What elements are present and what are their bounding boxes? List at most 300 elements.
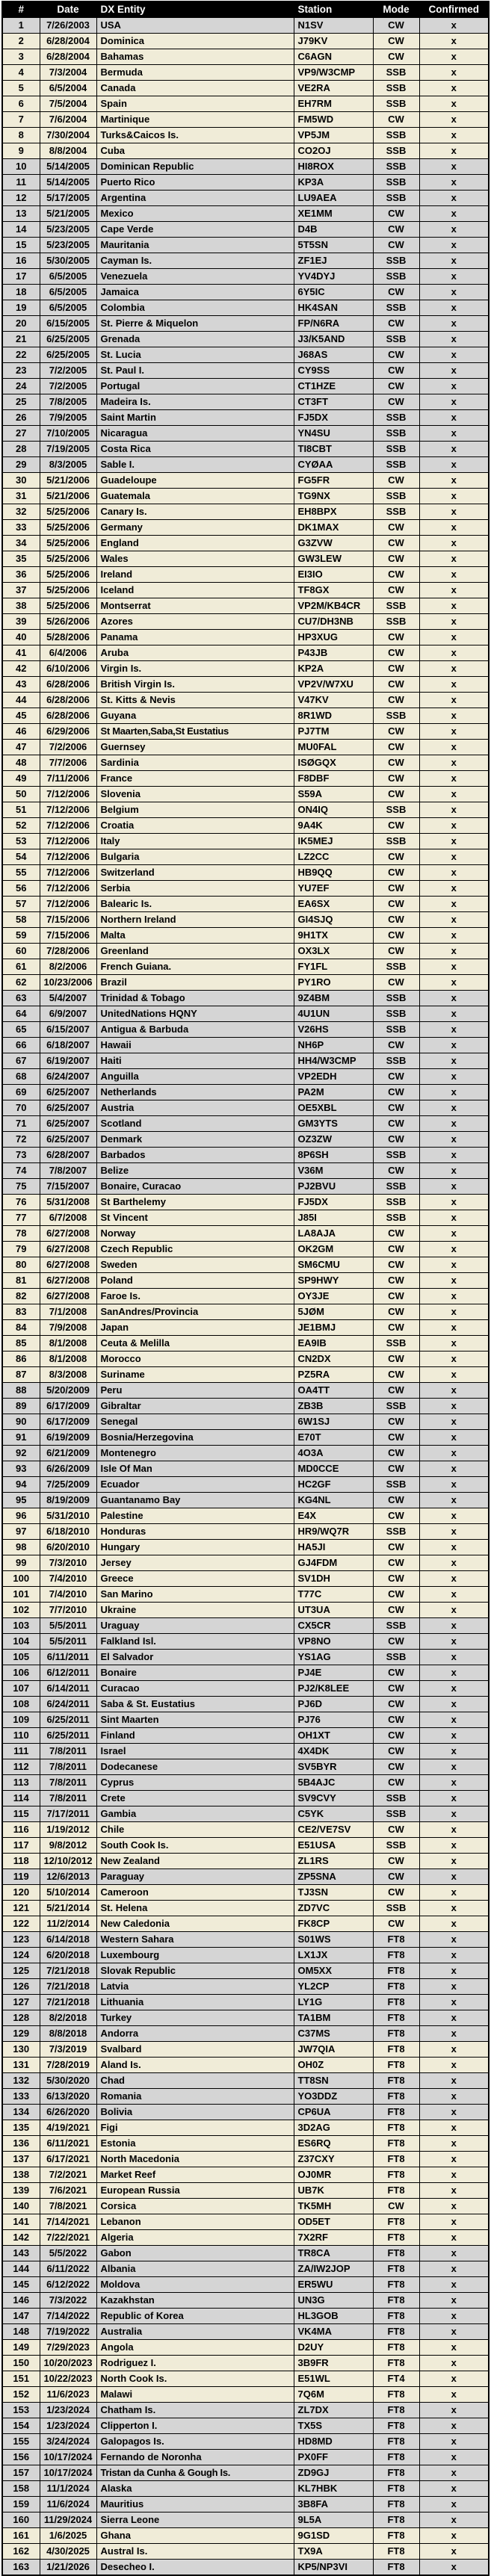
- table-row: [2, 2324, 489, 2340]
- date-cell: 7/21/2018: [40, 1963, 96, 1979]
- row-number-cell: 19: [2, 300, 40, 316]
- dx-entity-cell: Saint Martin: [96, 410, 294, 426]
- mode-cell: FT8: [373, 2434, 419, 2450]
- station-cell: T77C: [294, 1587, 373, 1603]
- mode-cell: FT8: [373, 1963, 419, 1979]
- table-row: [2, 1806, 489, 1822]
- confirmed-cell: x: [419, 755, 489, 771]
- station-cell: 9H1TX: [294, 928, 373, 944]
- station-cell: HK4SAN: [294, 300, 373, 316]
- confirmed-cell: x: [419, 2214, 489, 2230]
- table-row: [2, 2309, 489, 2324]
- table-row: [2, 551, 489, 567]
- table-row: [2, 1038, 489, 1053]
- dx-entity-cell: Corsica: [96, 2199, 294, 2214]
- station-cell: VP2EDH: [294, 1069, 373, 1085]
- dx-entity-cell: Ecuador: [96, 1477, 294, 1493]
- row-number-cell: 66: [2, 1038, 40, 1053]
- table-row: [2, 1555, 489, 1571]
- station-cell: 9L5A: [294, 2512, 373, 2528]
- row-number-cell: 134: [2, 2105, 40, 2120]
- mode-cell: FT8: [373, 2497, 419, 2512]
- row-number-cell: 44: [2, 693, 40, 708]
- mode-cell: CW: [373, 677, 419, 693]
- mode-cell: FT8: [373, 2418, 419, 2434]
- station-cell: VK4MA: [294, 2324, 373, 2340]
- date-cell: 8/8/2018: [40, 2026, 96, 2042]
- date-cell: 7/12/2006: [40, 865, 96, 881]
- dx-entity-cell: Mauritius: [96, 2497, 294, 2512]
- dx-entity-cell: Sweden: [96, 1257, 294, 1273]
- table-row: [2, 1508, 489, 1524]
- row-number-cell: 69: [2, 1085, 40, 1100]
- table-row: [2, 1665, 489, 1681]
- mode-cell: CW: [373, 1555, 419, 1571]
- station-cell: FK8CP: [294, 1916, 373, 1932]
- date-cell: 5/25/2006: [40, 583, 96, 598]
- dx-entity-cell: Austral Is.: [96, 2544, 294, 2560]
- row-number-cell: 52: [2, 818, 40, 834]
- table-row: [2, 645, 489, 661]
- station-cell: 6Y5IC: [294, 285, 373, 300]
- dx-entity-cell: Andorra: [96, 2026, 294, 2042]
- mode-cell: CW: [373, 1775, 419, 1791]
- row-number-cell: 114: [2, 1791, 40, 1806]
- confirmed-cell: x: [419, 128, 489, 143]
- confirmed-cell: x: [419, 1352, 489, 1367]
- mode-cell: FT8: [373, 2042, 419, 2058]
- mode-cell: CW: [373, 787, 419, 802]
- row-number-cell: 84: [2, 1320, 40, 1336]
- date-cell: 6/28/2007: [40, 1148, 96, 1163]
- date-cell: 6/20/2018: [40, 1948, 96, 1963]
- mode-cell: FT8: [373, 1948, 419, 1963]
- table-row: [2, 426, 489, 442]
- table-row: [2, 1446, 489, 1461]
- table-row: [2, 128, 489, 143]
- row-number-cell: 54: [2, 849, 40, 865]
- row-number-cell: 3: [2, 49, 40, 65]
- table-row: [2, 65, 489, 81]
- date-cell: 6/17/2009: [40, 1399, 96, 1414]
- station-cell: OD5ET: [294, 2214, 373, 2230]
- mode-cell: CW: [373, 551, 419, 567]
- dx-entity-cell: Belize: [96, 1163, 294, 1179]
- table-row: [2, 630, 489, 645]
- row-number-cell: 62: [2, 975, 40, 991]
- dx-entity-cell: Slovenia: [96, 787, 294, 802]
- station-cell: PJ2BVU: [294, 1179, 373, 1195]
- confirmed-cell: x: [419, 2293, 489, 2309]
- mode-cell: SSB: [373, 598, 419, 614]
- date-cell: 1/19/2012: [40, 1822, 96, 1838]
- date-cell: 5/31/2008: [40, 1195, 96, 1210]
- row-number-cell: 36: [2, 567, 40, 583]
- mode-cell: CW: [373, 724, 419, 740]
- dx-entity-cell: Cape Verde: [96, 222, 294, 238]
- row-number-cell: 143: [2, 2246, 40, 2261]
- table-row: [2, 96, 489, 112]
- dx-entity-cell: Sierra Leone: [96, 2512, 294, 2528]
- date-cell: 5/23/2005: [40, 222, 96, 238]
- confirmed-cell: x: [419, 1838, 489, 1854]
- mode-cell: CW: [373, 1508, 419, 1524]
- dx-entity-cell: Guantanamo Bay: [96, 1493, 294, 1508]
- dx-entity-cell: Guernsey: [96, 740, 294, 755]
- row-number-cell: 127: [2, 1995, 40, 2010]
- confirmed-cell: x: [419, 175, 489, 191]
- mode-cell: SSB: [373, 143, 419, 159]
- mode-cell: FT4: [373, 2371, 419, 2387]
- table-row: [2, 1069, 489, 1085]
- mode-cell: CW: [373, 1854, 419, 1869]
- row-number-cell: 23: [2, 363, 40, 379]
- mode-cell: FT8: [373, 2356, 419, 2371]
- table-row: [2, 1603, 489, 1618]
- mode-cell: FT8: [373, 2010, 419, 2026]
- station-cell: ZF1EJ: [294, 253, 373, 269]
- row-number-cell: 45: [2, 708, 40, 724]
- dx-entity-cell: Saba & St. Eustatius: [96, 1697, 294, 1712]
- date-cell: 5/25/2006: [40, 504, 96, 520]
- dx-entity-cell: St. Helena: [96, 1901, 294, 1916]
- row-number-cell: 25: [2, 394, 40, 410]
- mode-cell: SSB: [373, 834, 419, 849]
- table-row: [2, 1430, 489, 1446]
- row-number-cell: 97: [2, 1524, 40, 1540]
- row-number-cell: 91: [2, 1430, 40, 1446]
- station-cell: ZD9GJ: [294, 2465, 373, 2481]
- mode-cell: CW: [373, 897, 419, 912]
- dx-entity-cell: Mauritania: [96, 238, 294, 253]
- date-cell: 5/14/2005: [40, 175, 96, 191]
- dx-entity-cell: Guatemala: [96, 489, 294, 504]
- confirmed-cell: x: [419, 1901, 489, 1916]
- row-number-cell: 149: [2, 2340, 40, 2356]
- mode-cell: FT8: [373, 2214, 419, 2230]
- station-cell: FJ5DX: [294, 1195, 373, 1210]
- mode-cell: CW: [373, 944, 419, 959]
- confirmed-cell: x: [419, 2403, 489, 2418]
- row-number-cell: 21: [2, 332, 40, 347]
- confirmed-cell: x: [419, 1257, 489, 1273]
- table-row: [2, 2465, 489, 2481]
- station-cell: HR9/WQ7R: [294, 1524, 373, 1540]
- confirmed-cell: x: [419, 912, 489, 928]
- dx-entity-cell: France: [96, 771, 294, 787]
- row-number-cell: 145: [2, 2277, 40, 2293]
- dx-entity-cell: Ireland: [96, 567, 294, 583]
- date-cell: 7/22/2021: [40, 2230, 96, 2246]
- station-cell: 7X2RF: [294, 2230, 373, 2246]
- mode-cell: CW: [373, 818, 419, 834]
- mode-cell: SSB: [373, 504, 419, 520]
- station-cell: CT3FT: [294, 394, 373, 410]
- mode-cell: CW: [373, 1446, 419, 1461]
- confirmed-cell: x: [419, 504, 489, 520]
- mode-cell: CW: [373, 583, 419, 598]
- confirmed-cell: x: [419, 253, 489, 269]
- row-number-cell: 120: [2, 1885, 40, 1901]
- confirmed-cell: x: [419, 944, 489, 959]
- row-number-cell: 112: [2, 1759, 40, 1775]
- station-cell: CO2OJ: [294, 143, 373, 159]
- confirmed-cell: x: [419, 567, 489, 583]
- mode-cell: CW: [373, 238, 419, 253]
- row-number-cell: 90: [2, 1414, 40, 1430]
- table-row: [2, 2120, 489, 2136]
- confirmed-cell: x: [419, 2105, 489, 2120]
- mode-cell: CW: [373, 1273, 419, 1289]
- station-cell: KP3A: [294, 175, 373, 191]
- mode-cell: FT8: [373, 2152, 419, 2167]
- station-cell: SV9CVY: [294, 1791, 373, 1806]
- row-number-cell: 126: [2, 1979, 40, 1995]
- confirmed-cell: x: [419, 897, 489, 912]
- row-number-cell: 100: [2, 1571, 40, 1587]
- table-row: [2, 49, 489, 65]
- dxcc-log-table: [1, 1, 490, 2576]
- date-cell: 7/8/2007: [40, 1163, 96, 1179]
- row-number-cell: 96: [2, 1508, 40, 1524]
- mode-cell: FT8: [373, 2481, 419, 2497]
- date-cell: 6/9/2007: [40, 1006, 96, 1022]
- confirmed-cell: x: [419, 394, 489, 410]
- station-cell: LU9AEA: [294, 191, 373, 206]
- confirmed-cell: x: [419, 1179, 489, 1195]
- station-cell: 9Z4BM: [294, 991, 373, 1006]
- date-cell: 6/25/2007: [40, 1132, 96, 1148]
- date-cell: 6/25/2011: [40, 1728, 96, 1744]
- header-row: [2, 1, 489, 18]
- table-row: [2, 520, 489, 536]
- dx-entity-cell: Anguilla: [96, 1069, 294, 1085]
- row-number-cell: 132: [2, 2073, 40, 2089]
- dx-entity-cell: Finland: [96, 1728, 294, 1744]
- table-row: [2, 1979, 489, 1995]
- mode-cell: CW: [373, 473, 419, 489]
- date-cell: 3/24/2024: [40, 2434, 96, 2450]
- row-number-cell: 39: [2, 614, 40, 630]
- station-cell: TI8CBT: [294, 442, 373, 457]
- confirmed-cell: x: [419, 238, 489, 253]
- table-row: [2, 363, 489, 379]
- table-row: [2, 1493, 489, 1508]
- mode-cell: SSB: [373, 1148, 419, 1163]
- dx-entity-cell: Sint Maarten: [96, 1712, 294, 1728]
- table-row: [2, 1838, 489, 1854]
- date-cell: 6/29/2006: [40, 724, 96, 740]
- mode-cell: CW: [373, 1759, 419, 1775]
- mode-cell: SSB: [373, 1524, 419, 1540]
- mode-cell: CW: [373, 1712, 419, 1728]
- date-cell: 7/28/2006: [40, 944, 96, 959]
- confirmed-cell: x: [419, 191, 489, 206]
- dx-entity-cell: Galopagos Is.: [96, 2434, 294, 2450]
- table-row: [2, 1226, 489, 1242]
- confirmed-cell: x: [419, 708, 489, 724]
- table-row: [2, 1963, 489, 1979]
- row-number-cell: 67: [2, 1053, 40, 1069]
- date-cell: 10/23/2006: [40, 975, 96, 991]
- station-cell: OX3LX: [294, 944, 373, 959]
- mode-cell: CW: [373, 18, 419, 34]
- row-number-cell: 75: [2, 1179, 40, 1195]
- row-number-cell: 24: [2, 379, 40, 394]
- mode-cell: CW: [373, 1634, 419, 1650]
- dx-entity-cell: Bonaire, Curacao: [96, 1179, 294, 1195]
- date-cell: 6/17/2021: [40, 2152, 96, 2167]
- table-row: [2, 504, 489, 520]
- confirmed-cell: x: [419, 1446, 489, 1461]
- mode-cell: SSB: [373, 959, 419, 975]
- mode-cell: CW: [373, 1132, 419, 1148]
- confirmed-cell: x: [419, 928, 489, 944]
- confirmed-cell: x: [419, 1885, 489, 1901]
- table-row: [2, 1948, 489, 1963]
- station-cell: GW3LEW: [294, 551, 373, 567]
- dx-entity-cell: Cameroon: [96, 1885, 294, 1901]
- table-row: [2, 2403, 489, 2418]
- dx-entity-cell: Iceland: [96, 583, 294, 598]
- table-row: [2, 1571, 489, 1587]
- confirmed-cell: x: [419, 520, 489, 536]
- date-cell: 6/13/2020: [40, 2089, 96, 2105]
- date-cell: 11/29/2024: [40, 2512, 96, 2528]
- station-cell: J79KV: [294, 34, 373, 49]
- station-cell: EI3IO: [294, 567, 373, 583]
- confirmed-cell: x: [419, 2277, 489, 2293]
- mode-cell: SSB: [373, 65, 419, 81]
- table-row: [2, 1775, 489, 1791]
- date-cell: 5/26/2006: [40, 614, 96, 630]
- table-row: [2, 1257, 489, 1273]
- row-number-cell: 94: [2, 1477, 40, 1493]
- row-number-cell: 135: [2, 2120, 40, 2136]
- table-row: [2, 2418, 489, 2434]
- confirmed-cell: x: [419, 65, 489, 81]
- dx-entity-cell: SanAndres/Provincia: [96, 1304, 294, 1320]
- table-row: [2, 285, 489, 300]
- date-cell: 4/19/2021: [40, 2120, 96, 2136]
- station-cell: 3B8FA: [294, 2497, 373, 2512]
- dx-entity-cell: St Barthelemy: [96, 1195, 294, 1210]
- row-number-cell: 98: [2, 1540, 40, 1555]
- date-cell: 6/24/2007: [40, 1069, 96, 1085]
- mode-cell: SSB: [373, 1806, 419, 1822]
- date-cell: 7/12/2006: [40, 802, 96, 818]
- table-row: [2, 379, 489, 394]
- station-cell: ER5WU: [294, 2277, 373, 2293]
- dx-entity-cell: Desecheo I.: [96, 2560, 294, 2576]
- dx-entity-cell: Malawi: [96, 2387, 294, 2403]
- table-row: [2, 2340, 489, 2356]
- dx-entity-cell: Jersey: [96, 1555, 294, 1571]
- table-row: [2, 1697, 489, 1712]
- date-cell: 8/8/2004: [40, 143, 96, 159]
- mode-cell: CW: [373, 1665, 419, 1681]
- date-cell: 8/1/2008: [40, 1336, 96, 1352]
- confirmed-cell: x: [419, 2497, 489, 2512]
- date-cell: 7/19/2005: [40, 442, 96, 457]
- table-row: [2, 1399, 489, 1414]
- table-row: [2, 693, 489, 708]
- confirmed-cell: x: [419, 1995, 489, 2010]
- confirmed-cell: x: [419, 2026, 489, 2042]
- row-number-cell: 6: [2, 96, 40, 112]
- row-number-cell: 16: [2, 253, 40, 269]
- row-number-cell: 77: [2, 1210, 40, 1226]
- mode-cell: CW: [373, 520, 419, 536]
- date-cell: 6/25/2007: [40, 1085, 96, 1100]
- mode-cell: CW: [373, 1226, 419, 1242]
- table-row: [2, 1085, 489, 1100]
- date-cell: 6/25/2005: [40, 332, 96, 347]
- table-row: [2, 347, 489, 363]
- date-cell: 6/10/2006: [40, 661, 96, 677]
- mode-cell: SSB: [373, 1053, 419, 1069]
- dx-entity-cell: Serbia: [96, 881, 294, 897]
- station-cell: PJ2/K8LEE: [294, 1681, 373, 1697]
- dx-entity-cell: Gabon: [96, 2246, 294, 2261]
- mode-cell: CW: [373, 661, 419, 677]
- confirmed-cell: x: [419, 2528, 489, 2544]
- table-row: [2, 959, 489, 975]
- row-number-cell: 60: [2, 944, 40, 959]
- date-cell: 6/5/2004: [40, 81, 96, 96]
- table-row: [2, 2544, 489, 2560]
- date-cell: 7/21/2018: [40, 1995, 96, 2010]
- mode-cell: FT8: [373, 2450, 419, 2465]
- station-cell: SM6CMU: [294, 1257, 373, 1273]
- confirmed-cell: x: [419, 1022, 489, 1038]
- dx-entity-cell: Greece: [96, 1571, 294, 1587]
- date-cell: 7/2/2005: [40, 379, 96, 394]
- mode-cell: SSB: [373, 1901, 419, 1916]
- row-number-cell: 42: [2, 661, 40, 677]
- date-cell: 6/27/2008: [40, 1273, 96, 1289]
- table-row: [2, 708, 489, 724]
- date-cell: 7/12/2006: [40, 787, 96, 802]
- row-number-cell: 104: [2, 1634, 40, 1650]
- confirmed-cell: x: [419, 1069, 489, 1085]
- row-number-cell: 118: [2, 1854, 40, 1869]
- station-cell: MD0CCE: [294, 1461, 373, 1477]
- dx-entity-cell: Cyprus: [96, 1775, 294, 1791]
- mode-cell: CW: [373, 567, 419, 583]
- date-cell: 1/6/2025: [40, 2528, 96, 2544]
- dx-entity-cell: Aruba: [96, 645, 294, 661]
- confirmed-cell: x: [419, 2512, 489, 2528]
- row-number-cell: 72: [2, 1132, 40, 1148]
- mode-cell: CW: [373, 865, 419, 881]
- confirmed-cell: x: [419, 2356, 489, 2371]
- confirmed-cell: x: [419, 1006, 489, 1022]
- table-row: [2, 1304, 489, 1320]
- mode-cell: CW: [373, 285, 419, 300]
- row-number-cell: 76: [2, 1195, 40, 1210]
- dx-entity-cell: Luxembourg: [96, 1948, 294, 1963]
- table-row: [2, 394, 489, 410]
- table-row: [2, 787, 489, 802]
- dx-entity-cell: Guadeloupe: [96, 473, 294, 489]
- mode-cell: CW: [373, 630, 419, 645]
- confirmed-cell: x: [419, 645, 489, 661]
- confirmed-cell: x: [419, 1555, 489, 1571]
- confirmed-cell: x: [419, 677, 489, 693]
- dx-entity-cell: Martinique: [96, 112, 294, 128]
- station-cell: J68AS: [294, 347, 373, 363]
